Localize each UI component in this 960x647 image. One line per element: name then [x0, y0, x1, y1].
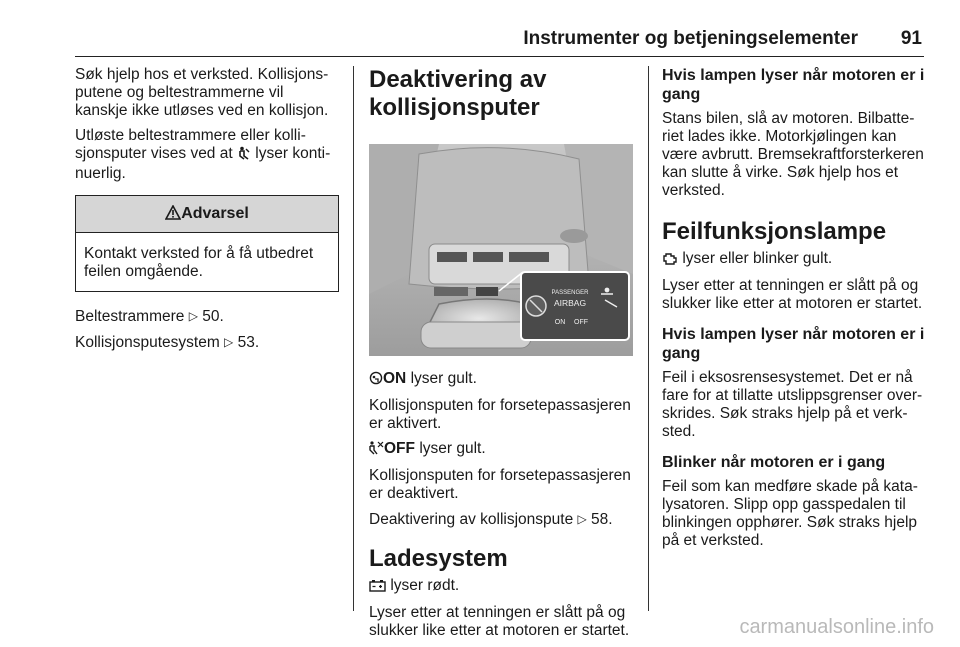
heading-blink: Blinker når motoren er i gang	[662, 454, 886, 471]
watermark: carmanualsonline.info	[739, 616, 934, 638]
photo-label-off: OFF	[574, 319, 588, 326]
heading-run1: Hvis lampen lyser når motoren er i gang	[662, 67, 925, 103]
page-title: Instrumenter og betjeningselementer	[523, 28, 858, 49]
paragraph-run1: Stans bilen, slå av motoren. Bilbatteriet lades ikke. Motorkjølingen kan være avbrutt. Bremsekraftforsterkeren kan slutte å virke. Søk hjelp hos et verksted.	[662, 110, 924, 199]
page-ref-icon: ▷	[188, 309, 198, 323]
page-header	[0, 28, 922, 52]
paragraph-blink: Feil som kan medføre skade på katalysatoren. Slipp opp gasspedalen til blinkingen opphører. Søk straks hjelp på et verksted.	[662, 478, 918, 549]
warning-text: Kontakt verksted for å få utbedret feilen omgående.	[84, 245, 314, 280]
ref-deaktivering[interactable]: Deaktivering av kollisjonspute ▷ 58.	[369, 511, 613, 528]
paragraph-run2: Feil i eksosrensesystemet. Det er nå fare for at tillatte utslippsgrenser overskrides. Søk straks hjelp på et verksted.	[662, 369, 923, 440]
header-rule	[75, 56, 924, 57]
column-divider-2	[648, 66, 649, 611]
status-lade: lyser rødt.	[369, 577, 633, 597]
paragraph-on: Kollisjonsputen for forsetepassasjeren er aktivert.	[369, 397, 631, 432]
paragraph-airbag-indicator: Utløste beltestrammere eller kollisjonsputer vises ved at lyser kontinuerlig.	[75, 127, 331, 182]
page-ref-icon: ▷	[224, 335, 234, 349]
engine-icon	[662, 252, 678, 270]
paragraph-fault: Lyser etter at tenningen er slått på og slukker like etter at motoren er startet.	[662, 277, 923, 312]
paragraph-airbag-help: Søk hjelp hos et verksted. Kollisjonsputene og beltestrammerne vil kanskje ikke utløses ved en kollisjon.	[75, 66, 329, 119]
photo-label-on: ON	[554, 319, 566, 326]
heading-ladesystem: Ladesystem	[369, 545, 508, 572]
status-off: OFF lyser gult.	[369, 440, 633, 460]
airbag-on-icon	[369, 371, 383, 390]
battery-icon	[369, 579, 386, 597]
heading-deaktivering: Deaktivering av kollisjonsputer	[369, 66, 547, 121]
column-2	[369, 66, 633, 647]
warning-box	[75, 195, 339, 292]
warning-title: Advarsel	[181, 205, 249, 222]
photo-label-passenger: PASSENGER	[551, 290, 589, 296]
airbag-panel-photo	[369, 144, 633, 356]
paragraph-lade: Lyser etter at tenningen er slått på og slukker like etter at motoren er startet.	[369, 604, 630, 639]
status-fault: lyser eller blinker gult.	[662, 250, 926, 270]
heading-run2: Hvis lampen lyser når motoren er i gang	[662, 326, 925, 362]
column-1	[75, 66, 339, 359]
warning-triangle-icon	[165, 198, 181, 234]
page-ref-icon: ▷	[577, 512, 587, 526]
status-on: ON lyser gult.	[369, 370, 633, 390]
photo-label-airbag: AIRBAG	[553, 298, 587, 308]
warning-header	[76, 196, 338, 233]
airbag-off-icon	[369, 441, 384, 460]
ref-kollisjonsputesystem[interactable]: Kollisjonsputesystem ▷ 53.	[75, 334, 260, 351]
column-divider-1	[353, 66, 354, 611]
airbag-seatbelt-icon	[237, 146, 251, 165]
heading-feilfunksjonslampe: Feilfunksjonslampe	[662, 218, 887, 245]
paragraph-off: Kollisjonsputen for forsetepassasjeren er deaktivert.	[369, 467, 631, 502]
ref-beltestrammere[interactable]: Beltestrammere ▷ 50.	[75, 308, 224, 325]
column-3	[662, 66, 926, 557]
page-number: 91	[900, 28, 922, 49]
